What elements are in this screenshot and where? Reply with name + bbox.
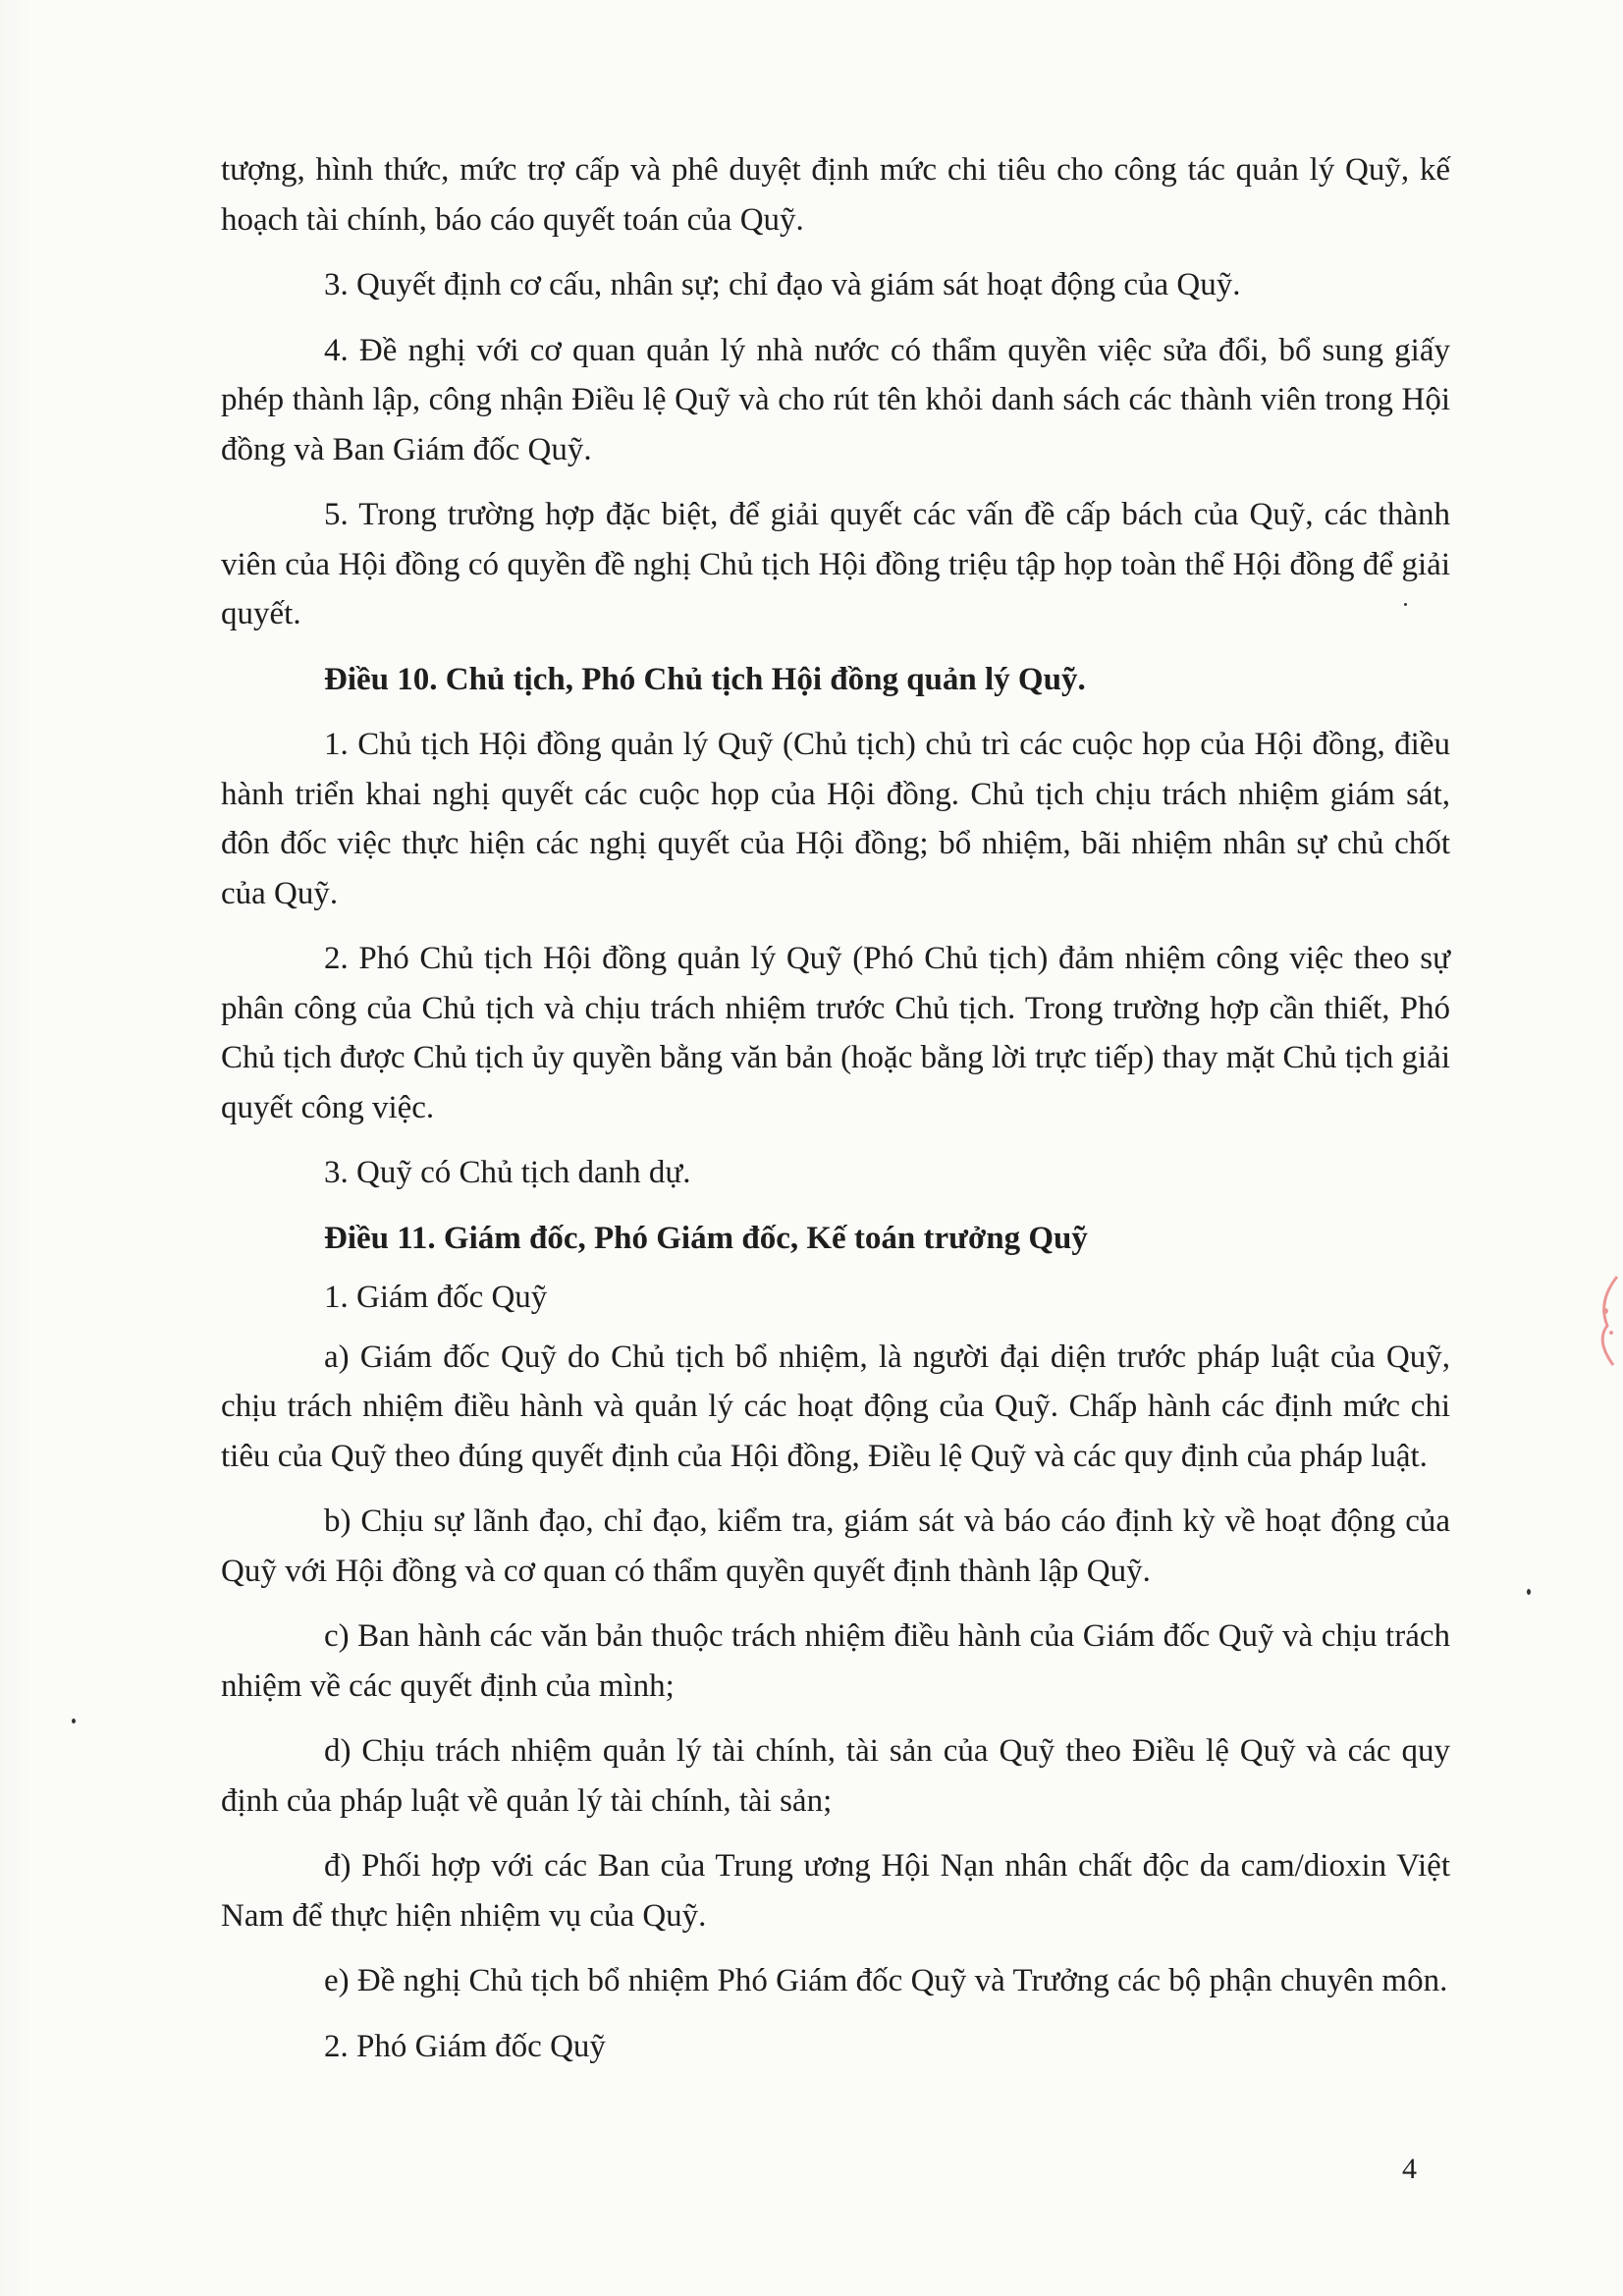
article-11-item-b: b) Chịu sự lãnh đạo, chỉ đạo, kiểm tra, giám sát và báo cáo định kỳ về hoạt động của Quỹ với Hội đồng và cơ quan có thẩm quyền quyết định thành lập Quỹ.	[221, 1503, 1450, 1589]
article-11-item-e: e) Đề nghị Chủ tịch bổ nhiệm Phó Giám đốc Quỹ và Trưởng các bộ phận chuyên môn.	[324, 1963, 1448, 1998]
paragraph-item-4: 4. Đề nghị với cơ quan quản lý nhà nước có thẩm quyền việc sửa đổi, bổ sung giấy phép thành lập, công nhận Điều lệ Quỹ và cho rút tên khỏi danh sách các thành viên trong Hội đồng và Ban Giám đốc Quỹ.	[221, 332, 1450, 467]
article-11-heading: Điều 11. Giám đốc, Phó Giám đốc, Kế toán trưởng Quỹ	[324, 1220, 1088, 1256]
scan-speck-icon	[1404, 603, 1407, 606]
article-11-item-a: a) Giám đốc Quỹ do Chủ tịch bổ nhiệm, là người đại diện trước pháp luật của Quỹ, chịu trách nhiệm điều hành và quản lý các hoạt động của Quỹ. Chấp hành các định mức chi tiêu của Quỹ theo đúng quyết định của Hội đồng, Điều lệ Quỹ và các quy định của pháp luật.	[221, 1339, 1450, 1474]
scan-speck-icon	[1527, 1589, 1531, 1595]
article-11-item-c: c) Ban hành các văn bản thuộc trách nhiệm điều hành của Giám đốc Quỹ và chịu trách nhiệm về các quyết định của mình;	[221, 1618, 1450, 1704]
article-10-heading: Điều 10. Chủ tịch, Phó Chủ tịch Hội đồng quản lý Quỹ.	[324, 661, 1086, 697]
article-10-clause-2: 2. Phó Chủ tịch Hội đồng quản lý Quỹ (Phó Chủ tịch) đảm nhiệm công việc theo sự phân công của Chủ tịch và chịu trách nhiệm trước Chủ tịch. Trong trường hợp cần thiết, Phó Chủ tịch được Chủ tịch ủy quyền bằng văn bản (hoặc bằng lời trực tiếp) thay mặt Chủ tịch giải quyết công việc.	[221, 941, 1450, 1125]
paragraph-item-5: 5. Trong trường hợp đặc biệt, để giải quyết các vấn đề cấp bách của Quỹ, các thành viên của Hội đồng có quyền đề nghị Chủ tịch Hội đồng triệu tập họp toàn thể Hội đồng để giải quyết.	[221, 497, 1450, 631]
paragraph-continuation: tượng, hình thức, mức trợ cấp và phê duyệt định mức chi tiêu cho công tác quản lý Quỹ, kế hoạch tài chính, báo cáo quyết toán của Quỹ.	[221, 152, 1450, 238]
paragraph-item-3: 3. Quyết định cơ cấu, nhân sự; chỉ đạo và giám sát hoạt động của Quỹ.	[324, 267, 1241, 302]
red-stamp-edge-icon	[1578, 1272, 1623, 1370]
article-11-item-d: d) Chịu trách nhiệm quản lý tài chính, tài sản của Quỹ theo Điều lệ Quỹ và các quy định của pháp luật về quản lý tài chính, tài sản;	[221, 1733, 1450, 1819]
article-11-clause-1: 1. Giám đốc Quỹ	[324, 1280, 548, 1315]
scan-speck-icon	[72, 1719, 76, 1723]
article-10-clause-1: 1. Chủ tịch Hội đồng quản lý Quỹ (Chủ tịch) chủ trì các cuộc họp của Hội đồng, điều hành triển khai nghị quyết các cuộc họp của Hội đồng. Chủ tịch chịu trách nhiệm giám sát, đôn đốc việc thực hiện các nghị quyết của Hội đồng; bổ nhiệm, bãi nhiệm nhân sự chủ chốt của Quỹ.	[221, 727, 1450, 911]
article-10-clause-3: 3. Quỹ có Chủ tịch danh dự.	[324, 1155, 691, 1190]
page-number: 4	[1402, 2153, 1417, 2185]
article-11-clause-2: 2. Phó Giám đốc Quỹ	[324, 2028, 606, 2064]
document-body	[221, 145, 1450, 2087]
article-11-item-dd: đ) Phối hợp với các Ban của Trung ương Hội Nạn nhân chất độc da cam/dioxin Việt Nam để thực hiện nhiệm vụ của Quỹ.	[221, 1848, 1450, 1934]
